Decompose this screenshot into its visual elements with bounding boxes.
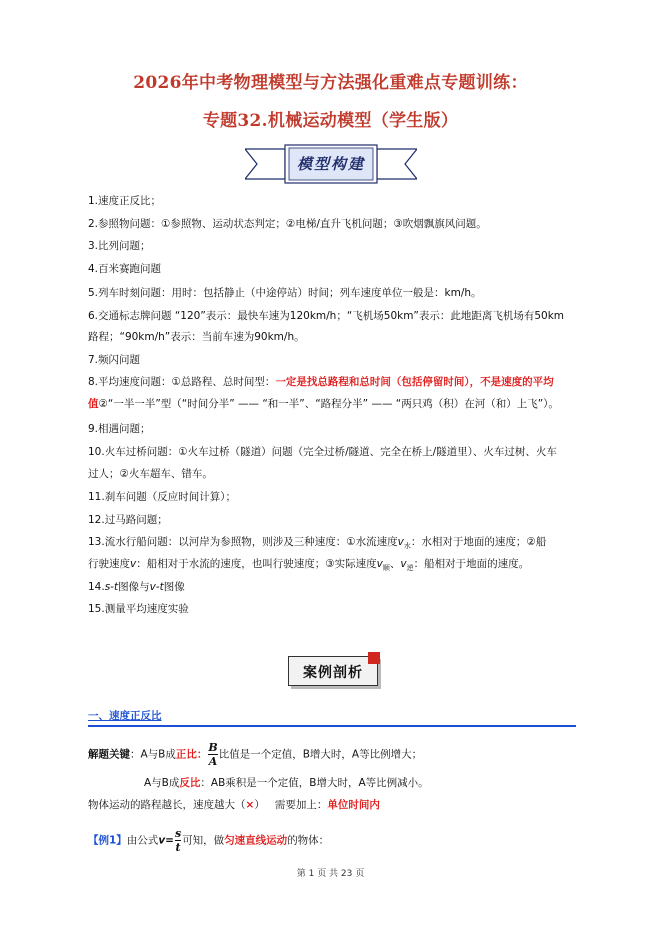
list-item-15: 15.测量平均速度实验: [88, 603, 189, 615]
formula-numerator: s: [174, 827, 182, 840]
item8-highlight: 一定是找总路程和总时间（包括停留时间），不是速度的平均: [275, 376, 554, 388]
key-colon: ：: [130, 748, 141, 761]
list-item-4: 4.百米赛跑问题: [88, 263, 162, 275]
key-l2-post: ：AB乘积是一个定值，B增大时，A等比例减小。: [200, 777, 429, 789]
boat-speed-symbol: v: [130, 558, 137, 570]
list-item-10-cont: 过人；②火车超车、错车。: [88, 468, 213, 480]
formula-denominator: t: [175, 841, 181, 854]
list-item-1: 1.速度正反比；: [88, 195, 162, 207]
s-t-graph-label: s-t: [104, 581, 119, 593]
case-analysis-badge: [288, 656, 384, 686]
page-title-line-1: 2026年中考物理模型与方法强化重难点专题训练：: [133, 73, 528, 93]
item8-prefix: 8.平均速度问题：①总路程、总时间型：: [88, 376, 276, 388]
section-heading: 一、速度正反比: [88, 710, 162, 722]
ratio-numerator: B: [208, 741, 218, 754]
list-item-11: 11.刹车问题（反应时间计算）；: [88, 491, 236, 503]
v-t-graph-label: v-t: [149, 581, 164, 593]
list-item-8: [88, 374, 554, 390]
example-pre: 由公式: [126, 834, 159, 847]
ratio-fraction: [208, 742, 217, 767]
wrong-mark: ×: [245, 799, 255, 811]
inverse-label: 反比: [179, 777, 201, 789]
item14-mid: 图像与: [118, 581, 150, 593]
actual-speed-desc: ：船相对于地面的速度。: [413, 558, 530, 570]
page-title-line-2: 专题32.机械运动模型（学生版）: [202, 111, 459, 131]
proportional-label: 正比: [175, 748, 197, 761]
key-line-1: [88, 742, 422, 767]
water-speed-subscript: 水: [403, 542, 411, 551]
list-item-6: 6.交通标志牌问题 “120”表示：最快车速为120km/h；“飞机场50km”表示：此地距离飞机场有50km: [88, 310, 565, 322]
key-label: 解题关键: [88, 748, 130, 761]
item13-cont-text: 行驶速度: [88, 558, 130, 570]
claim-close: ）: [254, 799, 265, 811]
item8-rest: ②“一半一半”型（“时间分半” —— “和一半”、“路程分半” —— “两只鸡（积）在河（和）上飞”）。: [98, 398, 559, 410]
example-line: [88, 828, 329, 853]
key-l1-post: 比值是一个定值，B增大时，A等比例增大；: [218, 748, 423, 761]
page-footer: 第 1 页 共 23 页: [296, 869, 365, 879]
water-speed-desc: ：水相对于地面的速度；②船: [410, 536, 547, 548]
banner-text: 模型构建: [296, 155, 365, 173]
list-item-7: 7.频闪问题: [88, 354, 141, 366]
list-item-5: 5.列车时刻问题：用时：包括静止（中途停站）时间；列车速度单位一般是：km/h。: [88, 287, 482, 299]
claim-text: 物体运动的路程越长，速度越大（: [88, 799, 246, 811]
key-l2-pre: A与B成: [144, 777, 180, 789]
list-item-12: 12.过马路问题；: [88, 514, 168, 526]
list-item-13: [88, 534, 546, 554]
section-divider: [88, 725, 576, 727]
formula-equals: =: [165, 834, 174, 847]
formula-v: v: [158, 834, 166, 847]
example-highlight: 匀速直线运动: [224, 834, 288, 847]
item13-text: 13.流水行船问题：以河岸为参照物，则涉及三种速度：①水流速度: [88, 536, 398, 548]
actual-speed-sep: 、: [389, 558, 401, 570]
downstream-speed-symbol: v: [376, 558, 383, 570]
claim-need: 需要加上：: [274, 799, 328, 811]
water-speed-symbol: v: [397, 536, 404, 548]
list-item-8-cont: [88, 396, 559, 412]
badge-text: 案例剖析: [303, 665, 363, 681]
list-item-3: 3.比列问题；: [88, 240, 151, 252]
list-item-6-cont: 路程；“90km/h”表示：当前车速为90km/h。: [88, 331, 305, 343]
boat-speed-desc: ：船相对于水流的速度，也叫行驶速度；③实际速度: [136, 558, 377, 570]
list-item-10: 10.火车过桥问题：①火车过桥（隧道）问题（完全过桥/隧道、完全在桥上/隧道里）、火车过树、火车: [88, 446, 557, 458]
claim-line: [88, 797, 380, 813]
downstream-subscript: 顺: [382, 564, 390, 573]
item14-end: 图像: [163, 581, 185, 593]
proportional-colon: ：: [196, 748, 208, 761]
item14-number: 14.: [88, 581, 105, 593]
upstream-speed-symbol: v: [400, 558, 407, 570]
claim-addition: 单位时间内: [327, 799, 380, 811]
model-building-banner: [245, 143, 417, 185]
item8-highlight-cont: 值: [88, 398, 99, 410]
key-line-2: [144, 775, 429, 791]
example-label: 【例1】: [88, 834, 127, 847]
list-item-13-cont: [88, 556, 529, 576]
ratio-denominator: A: [208, 755, 218, 768]
list-item-9: 9.相遇问题；: [88, 423, 151, 435]
formula-fraction: [175, 828, 181, 853]
example-mid: 可知，做: [182, 834, 225, 847]
upstream-subscript: 逆: [406, 564, 414, 573]
example-post: 的物体：: [287, 834, 330, 847]
list-item-2: 2.参照物问题：①参照物、运动状态判定；②电梯/直升飞机问题；③吹烟飘旗风问题。: [88, 218, 487, 230]
key-l1-pre: A与B成: [140, 748, 176, 761]
list-item-14: [88, 579, 185, 595]
